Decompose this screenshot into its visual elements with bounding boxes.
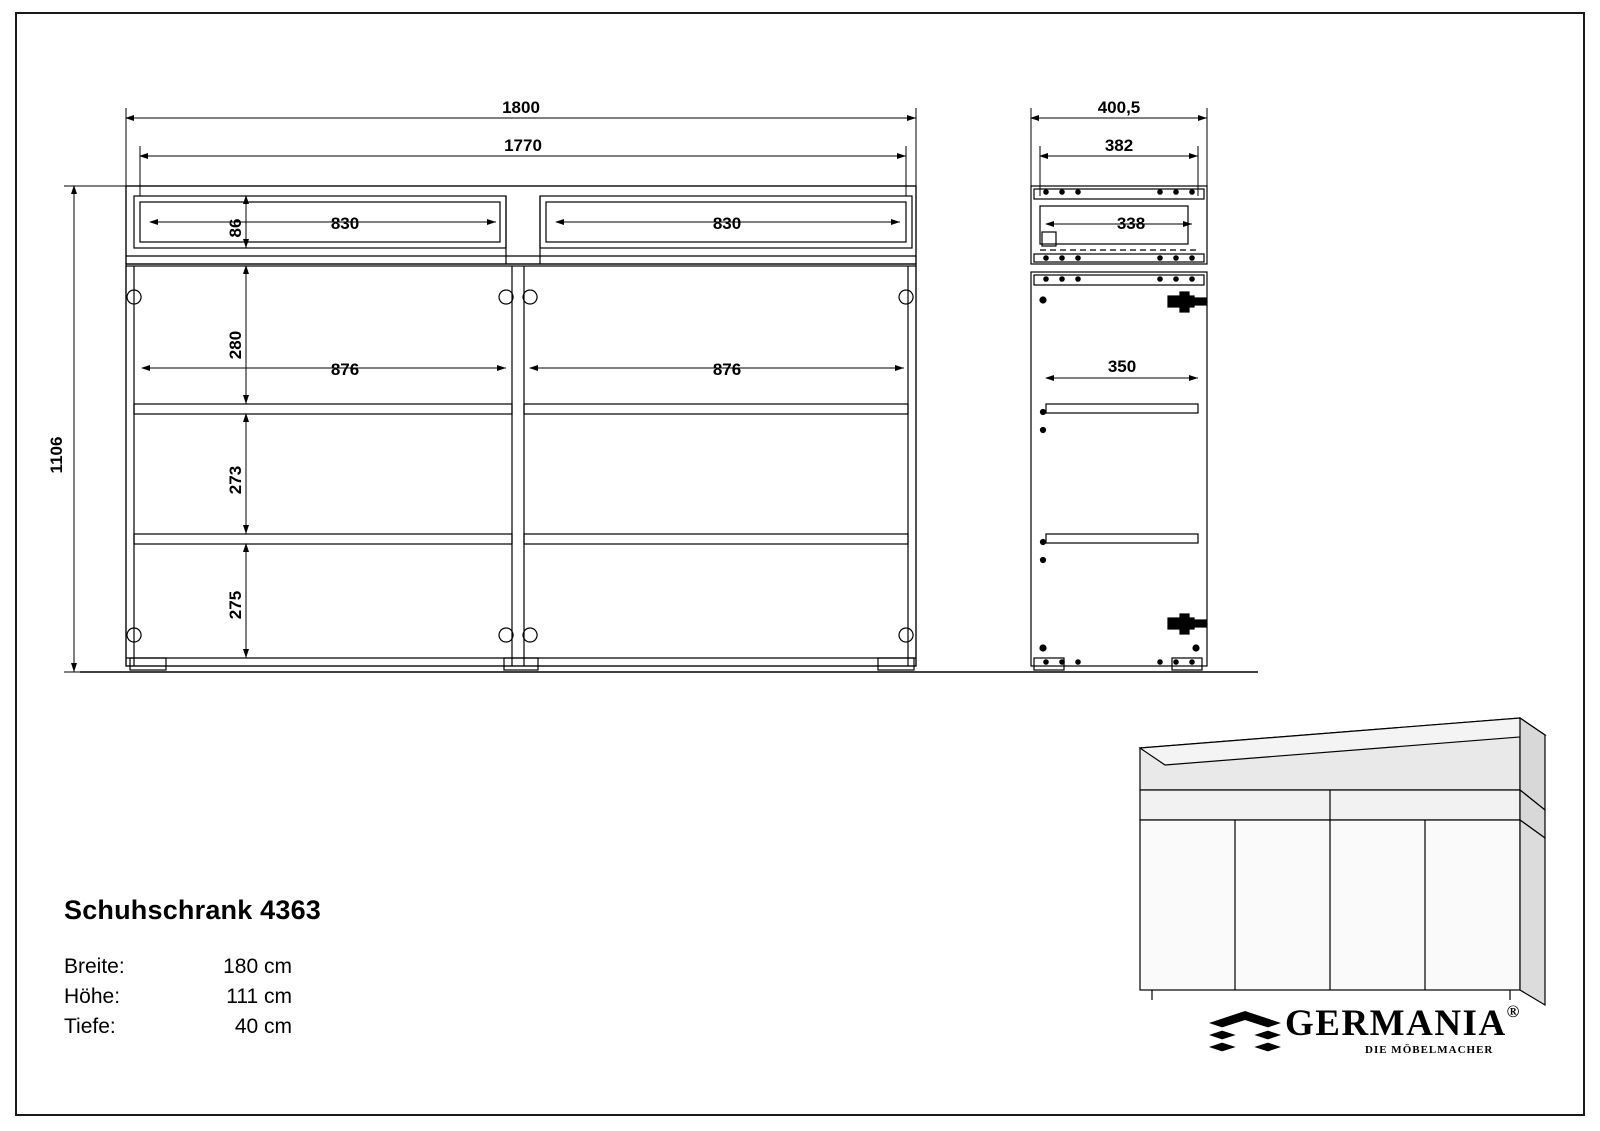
dim-inner-width: 1770 (504, 136, 542, 155)
dim-shelf-gap-bottom: 275 (226, 590, 245, 620)
dimension-lines (64, 108, 1207, 672)
spec-value-depth: 40 cm (234, 1015, 292, 1038)
side-view-geometry (1031, 186, 1207, 670)
product-title: Schuhschrank 4363 (64, 895, 322, 925)
perspective-view (1140, 718, 1545, 1005)
spec-row-depth (64, 1012, 584, 1042)
dim-compartment-right-width: 876 (712, 360, 742, 379)
dim-drawer-depth: 338 (1116, 214, 1146, 233)
dim-compartment-left-width: 876 (330, 360, 360, 379)
spec-row-height (64, 982, 584, 1012)
registered-mark: ® (1506, 1002, 1521, 1021)
dim-overall-depth: 400,5 (1097, 98, 1141, 117)
spec-label-width: Breite: (64, 955, 125, 978)
dimension-labels (47, 98, 1145, 619)
spec-label-depth: Tiefe: (64, 1015, 116, 1038)
brand-wordmark (1285, 1002, 1521, 1045)
title-block (64, 895, 584, 1042)
dim-shelf-gap-top: 280 (226, 330, 245, 360)
brand-name: GERMANIA (1285, 1003, 1507, 1044)
dim-overall-height: 1106 (47, 436, 66, 474)
dim-overall-width: 1800 (502, 98, 540, 117)
dim-shelf-gap-mid: 273 (226, 465, 245, 495)
brand-tagline: DIE MÖBELMACHER (1365, 1044, 1494, 1056)
front-view-geometry (80, 186, 1258, 672)
spec-row-width (64, 952, 584, 982)
spec-value-width: 180 cm (223, 955, 292, 978)
dim-drawer-right-width: 830 (712, 214, 742, 233)
dim-drawer-left-width: 830 (330, 214, 360, 233)
brand-logo (1205, 1000, 1535, 1070)
spec-label-height: Höhe: (64, 985, 121, 1008)
dim-carcass-depth: 382 (1104, 136, 1134, 155)
dim-drawer-height: 86 (226, 218, 245, 238)
spec-value-height: 111 cm (226, 985, 292, 1008)
dim-shelf-depth: 350 (1107, 357, 1137, 376)
